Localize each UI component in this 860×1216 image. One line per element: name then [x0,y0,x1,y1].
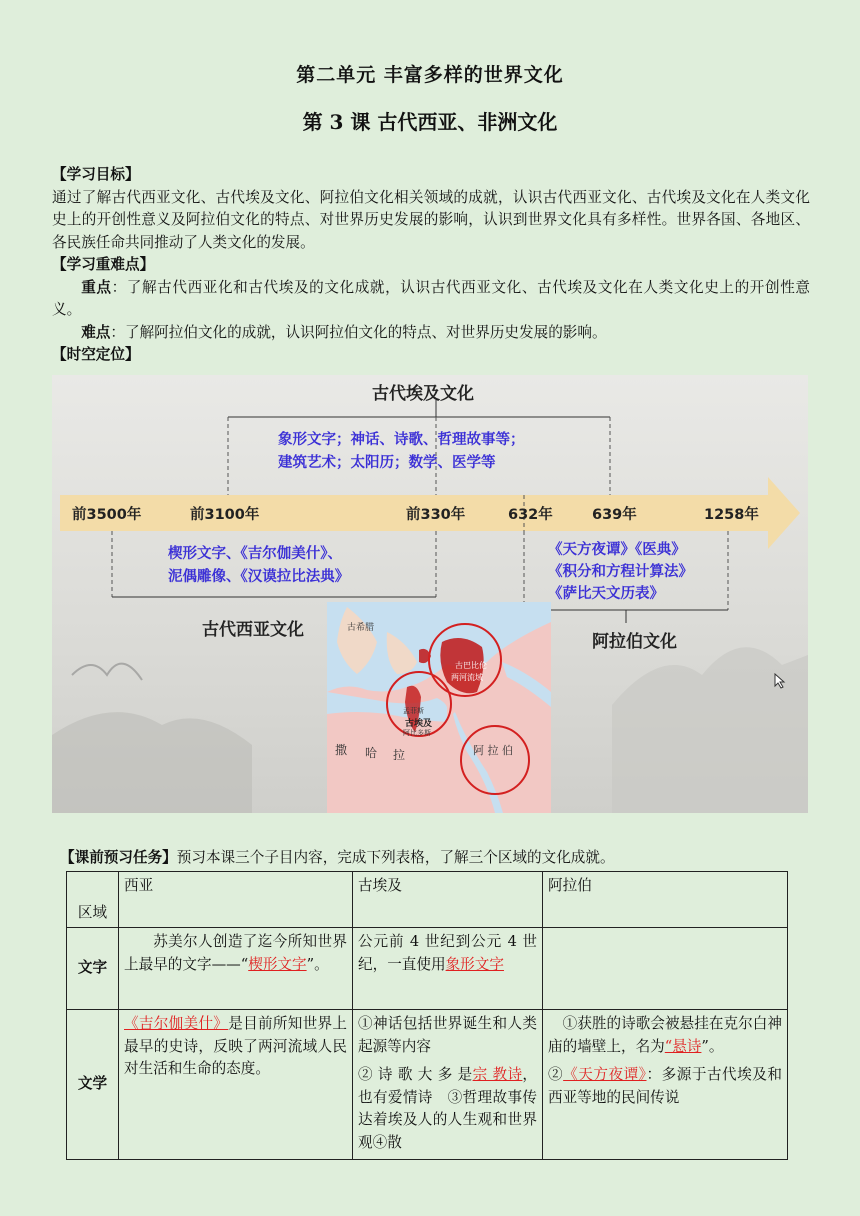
year-label: 前330年 [406,507,466,523]
focus-label: 重点 [81,278,112,296]
cell-text: ”。 [701,1037,724,1055]
map-label: 古埃及 [405,719,433,729]
answer-arabian-nights: 《天方夜谭》 [563,1066,647,1083]
focus-paragraph [52,277,810,322]
answer-hieroglyph: 象形文字 [445,955,504,973]
map-label: 撒 [335,743,348,757]
cell-text: 公元前 4 世纪到公元 4 世纪，一直使用 [358,933,537,973]
difficulty-label: 难点 [81,323,111,341]
table-header-row [67,872,788,928]
row-label-literature: 文学 [67,1010,119,1160]
answer-hanging-poem: “悬诗 [664,1037,702,1055]
map-graphics [327,602,551,813]
egypt-achievements-line1: 象形文字；神话、诗歌、哲理故事等； [278,432,525,448]
arab-culture-title: 阿拉伯文化 [592,632,677,652]
unit-title: 第二单元 丰富多样的世界文化 [296,64,564,86]
map-label: 哈 [365,746,378,760]
difficulty-paragraph [52,322,810,345]
preview-task [60,846,615,867]
cell-arab-literature [543,1010,788,1160]
answer-cuneiform: 楔形文字 [248,955,307,973]
answer-gilgamesh: 《吉尔伽美什》 [124,1015,229,1032]
year-label: 前3100年 [190,507,260,523]
lesson-title: 第 3 课 古代西亚、非洲文化 [302,110,558,134]
header-arab: 阿拉伯 [543,872,788,928]
map-label: 古希腊 [347,623,375,633]
egypt-culture-title: 古代埃及文化 [372,384,474,404]
cell-paragraph: ②《天方夜谭》：多源于古代埃及和西亚等地的民间传说 [548,1066,782,1106]
map-label: 拉 [393,748,406,762]
culture-table [66,871,788,1160]
year-label: 632年 [508,507,553,523]
cell-egypt-writing [353,928,543,1010]
map-label: 阿比多斯 [403,729,431,737]
header-egypt: 古埃及 [353,872,543,928]
cell-arab-writing [543,928,788,1010]
cell-text: ①获胜的诗歌会被悬挂在克尔白神庙的墙壁上，名为 [548,1015,782,1055]
difficulty-text: ：了解阿拉伯文化的成就，认识阿拉伯文化的特点、对世界历史发展的影响。 [110,323,607,341]
cell-egypt-literature [353,1010,543,1160]
cell-text: 苏美尔人创造了迄今所知世界上最早的文字——“ [124,933,347,973]
timeline-heading: 【时空定位】 [52,346,140,363]
year-label: 639年 [592,507,637,523]
header-westasia: 西亚 [119,872,353,928]
map-label: 孟菲斯 [403,707,424,715]
map-label: 阿 拉 伯 [473,744,513,757]
task-heading: 【课前预习任务】 [60,849,177,866]
header-region: 区域 [67,872,119,928]
egypt-achievements-line2: 建筑艺术；太阳历；数学、医学等 [278,455,496,471]
westasia-achievements-line1: 楔形文字、《吉尔伽美什》、 [168,546,342,562]
cell-text: 是目前所知世界上最早的史诗，反映了两河流域人民对生活和生命的态度。 [124,1015,347,1077]
arab-achievements-line2: 《积分和方程计算法》 [548,564,693,580]
cell-paragraph [548,1013,782,1058]
map-label: 两河流域 [451,673,483,682]
westasia-achievements-line2: 泥偶雕像、《汉谟拉比法典》 [168,569,350,585]
task-text: 预习本课三个子目内容，完成下列表格，了解三个区域的文化成就。 [176,849,615,866]
cursor-icon [774,673,786,689]
cell-westasia-literature [119,1010,353,1160]
arab-achievements-line1: 《天方夜谭》《医典》 [548,542,686,558]
arab-achievements-line3: 《萨比天文历表》 [548,586,664,602]
cell-text: ：多源于古代埃及和西亚等地的民间传说 [548,1066,782,1106]
timeline-figure [52,375,808,813]
cell-text: ，也有爱情诗 ③哲理故事传达着埃及人的人生观和世界观④散 [358,1066,537,1151]
year-label: 前3500年 [72,507,142,523]
cell-paragraph [358,1064,537,1154]
table-row [67,928,788,1010]
row-label-writing: 文字 [67,928,119,1010]
keypoints-heading: 【学习重难点】 [52,256,155,273]
region-map [327,602,551,813]
objectives-text: 通过了解古代西亚文化、古代埃及文化、阿拉伯文化相关领域的成就，认识古代西亚文化、古代埃及文化在人类文化史上的开创性意义及阿拉伯文化的特点、对世界历史发展的影响，认识到世界文化具有多样性。世界各国、各地区、各民族任命共同推动了人类文化的发展。 [52,188,810,251]
cell-text: ② 诗 歌 大 多 是 [358,1066,473,1083]
cell-text: ”。 [306,955,329,973]
westasia-culture-title: 古代西亚文化 [202,620,304,640]
table-row [67,1010,788,1160]
objectives-heading: 【学习目标】 [52,166,140,183]
cell-westasia-writing [119,928,353,1010]
year-label: 1258年 [704,507,759,523]
objectives-section [52,164,810,367]
answer-religious-poem: 宗 教诗 [472,1066,523,1083]
focus-text: ：了解古代西亚化和古代埃及的文化成就，认识古代西亚文化、古代埃及文化在人类文化史上的开创性意义。 [52,278,810,318]
map-label: 古巴比伦 [455,661,487,670]
cell-text: ①神话包括世界诞生和人类起源等内容 [358,1015,537,1055]
